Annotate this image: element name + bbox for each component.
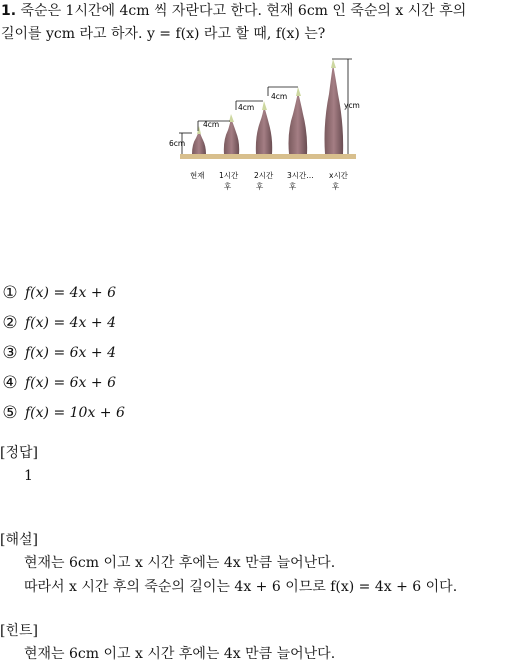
bamboo-shoot-xh — [325, 59, 344, 154]
choice-1[interactable] — [0, 278, 125, 308]
hint-line-1: 현재는 6cm 이고 x 시간 후에는 4x 만큼 늘어난다. — [24, 646, 336, 662]
choice-marker: ③ — [2, 343, 18, 363]
question-text-1: 죽순은 1시간에 4cm 씩 자란다고 한다. 현재 6cm 인 죽순의 x 시간 후의 — [20, 3, 467, 19]
choice-text: f(x) = 4x + 4 — [25, 315, 116, 331]
solution-label: [해설] — [0, 532, 38, 548]
ground — [180, 154, 356, 159]
bamboo-shoot-2h — [256, 101, 272, 154]
hint-label: [힌트] — [0, 623, 38, 639]
hint-section — [0, 620, 335, 666]
answer-section — [0, 442, 38, 488]
label-ycm: ycm — [344, 101, 360, 110]
label-6cm: 6cm — [169, 139, 186, 148]
choice-4[interactable] — [0, 368, 125, 398]
solution-section — [0, 529, 457, 599]
answer-value: 1 — [24, 468, 33, 484]
bamboo-growth-figure — [168, 54, 368, 196]
bamboo-shoot-1h — [224, 114, 239, 154]
choice-marker: ① — [2, 283, 18, 303]
choices-list — [0, 278, 125, 428]
choice-text: f(x) = 4x + 6 — [25, 285, 116, 301]
answer-label: [정답] — [0, 445, 38, 461]
time-label-3h: 3시간… — [287, 171, 314, 180]
label-4cm-3: 4cm — [271, 92, 288, 101]
question-line-1 — [1, 0, 532, 23]
bamboo-shoot-3h — [289, 87, 308, 154]
choice-text: f(x) = 10x + 6 — [25, 405, 125, 421]
solution-line-1: 현재는 6cm 이고 x 시간 후에는 4x 만큼 늘어난다. — [24, 555, 336, 571]
solution-line-2: 따라서 x 시간 후의 죽순의 길이는 4x + 6 이므로 f(x) = 4x + 6 이다. — [24, 579, 458, 595]
label-4cm-1: 4cm — [203, 120, 220, 129]
label-4cm-2: 4cm — [238, 103, 255, 112]
time-label-2h-after: 후 — [256, 182, 264, 191]
question-number: 1. — [1, 3, 17, 19]
time-label-xh: x시간 — [329, 171, 348, 180]
time-label-1h: 1시간 — [219, 171, 239, 180]
choice-marker: ⑤ — [2, 403, 18, 423]
choice-text: f(x) = 6x + 6 — [25, 375, 116, 391]
time-label-1h-after: 후 — [224, 182, 232, 191]
time-label-xh-after: 후 — [332, 182, 340, 191]
choice-2[interactable] — [0, 308, 125, 338]
choice-marker: ④ — [2, 373, 18, 393]
time-label-3h-after: 후 — [289, 182, 297, 191]
question-line-2: 길이를 ycm 라고 하자. y = f(x) 라고 할 때, f(x) 는? — [1, 26, 326, 42]
time-label-now: 현재 — [190, 171, 205, 180]
choice-marker: ② — [2, 313, 18, 333]
choice-3[interactable] — [0, 338, 125, 368]
bamboo-shoot-now — [192, 126, 206, 154]
question — [1, 0, 532, 46]
choice-5[interactable] — [0, 398, 125, 428]
time-label-2h: 2시간 — [254, 171, 274, 180]
choice-text: f(x) = 6x + 4 — [25, 345, 116, 361]
